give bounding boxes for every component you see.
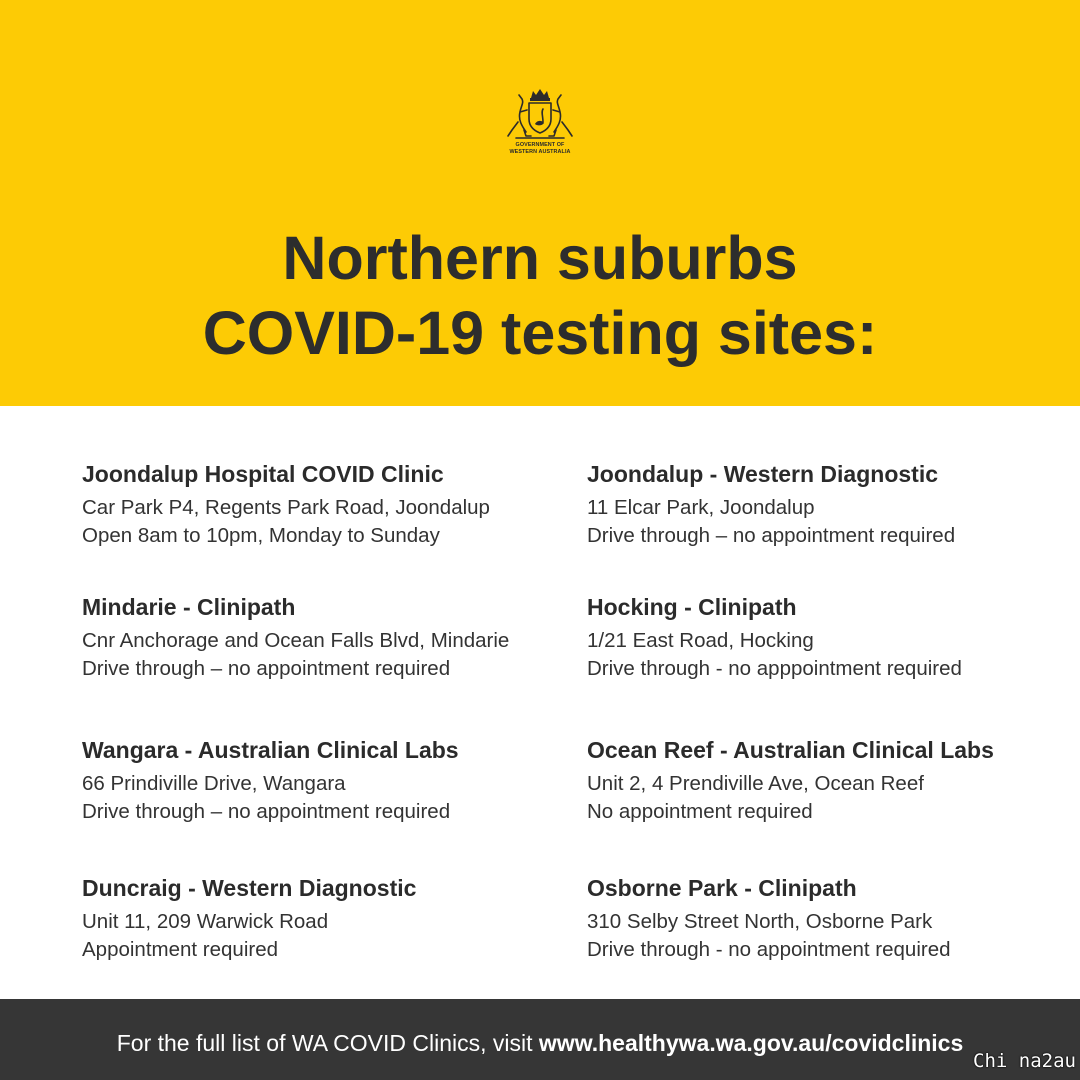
footer-url-link[interactable]: www.healthywa.wa.gov.au/covidclinics bbox=[538, 1030, 964, 1056]
site-note: Drive through - no apppointment required bbox=[587, 657, 962, 680]
site-name: Hocking - Clinipath bbox=[587, 594, 797, 620]
testing-site-card bbox=[587, 592, 1047, 683]
site-note: Drive through - no appointment required bbox=[587, 938, 951, 961]
crest-text-line2: WESTERN AUSTRALIA bbox=[509, 149, 571, 155]
site-address: 66 Prindiville Drive, Wangara bbox=[82, 772, 346, 795]
page-title-line2: COVID-19 testing sites: bbox=[202, 299, 878, 367]
site-note: Open 8am to 10pm, Monday to Sunday bbox=[82, 524, 440, 547]
footer-bar bbox=[0, 999, 1080, 1080]
footer-prefix: For the full list of WA COVID Clinics, visit bbox=[116, 1030, 539, 1056]
testing-site-card bbox=[587, 873, 1047, 964]
site-address: Unit 2, 4 Prendiville Ave, Ocean Reef bbox=[587, 772, 924, 795]
footer-text bbox=[0, 1027, 1080, 1059]
crest-text-line1: GOVERNMENT OF bbox=[515, 142, 565, 148]
testing-site-card bbox=[82, 459, 542, 550]
site-address: 11 Elcar Park, Joondalup bbox=[587, 496, 815, 519]
site-name: Ocean Reef - Australian Clinical Labs bbox=[587, 737, 994, 763]
testing-site-card bbox=[82, 735, 542, 826]
site-name: Duncraig - Western Diagnostic bbox=[82, 875, 417, 901]
testing-site-card bbox=[587, 735, 1047, 826]
testing-site-card bbox=[587, 459, 1047, 550]
wa-government-crest-icon bbox=[500, 86, 580, 142]
site-name: Osborne Park - Clinipath bbox=[587, 875, 857, 901]
testing-site-card bbox=[82, 592, 542, 683]
site-note: Drive through – no appointment required bbox=[82, 657, 451, 680]
page-title-line1: Northern suburbs bbox=[282, 224, 798, 292]
site-name: Joondalup Hospital COVID Clinic bbox=[82, 461, 444, 487]
site-address: Unit 11, 209 Warwick Road bbox=[82, 910, 329, 933]
site-note: Appointment required bbox=[82, 938, 279, 961]
site-name: Wangara - Australian Clinical Labs bbox=[82, 737, 459, 763]
watermark: Chi na2au bbox=[973, 1050, 1076, 1072]
site-note: No appointment required bbox=[587, 800, 813, 823]
site-name: Joondalup - Western Diagnostic bbox=[587, 461, 938, 487]
site-address: Cnr Anchorage and Ocean Falls Blvd, Mindarie bbox=[82, 629, 510, 652]
site-address: 310 Selby Street North, Osborne Park bbox=[587, 910, 933, 933]
government-crest bbox=[500, 86, 580, 162]
site-note: Drive through – no appointment required bbox=[587, 524, 956, 547]
site-note: Drive through – no appointment required bbox=[82, 800, 451, 823]
site-address: 1/21 East Road, Hocking bbox=[587, 629, 814, 652]
site-name: Mindarie - Clinipath bbox=[82, 594, 296, 620]
site-address: Car Park P4, Regents Park Road, Joondalup bbox=[82, 496, 490, 519]
testing-site-card bbox=[82, 873, 542, 964]
header-banner bbox=[0, 0, 1080, 406]
